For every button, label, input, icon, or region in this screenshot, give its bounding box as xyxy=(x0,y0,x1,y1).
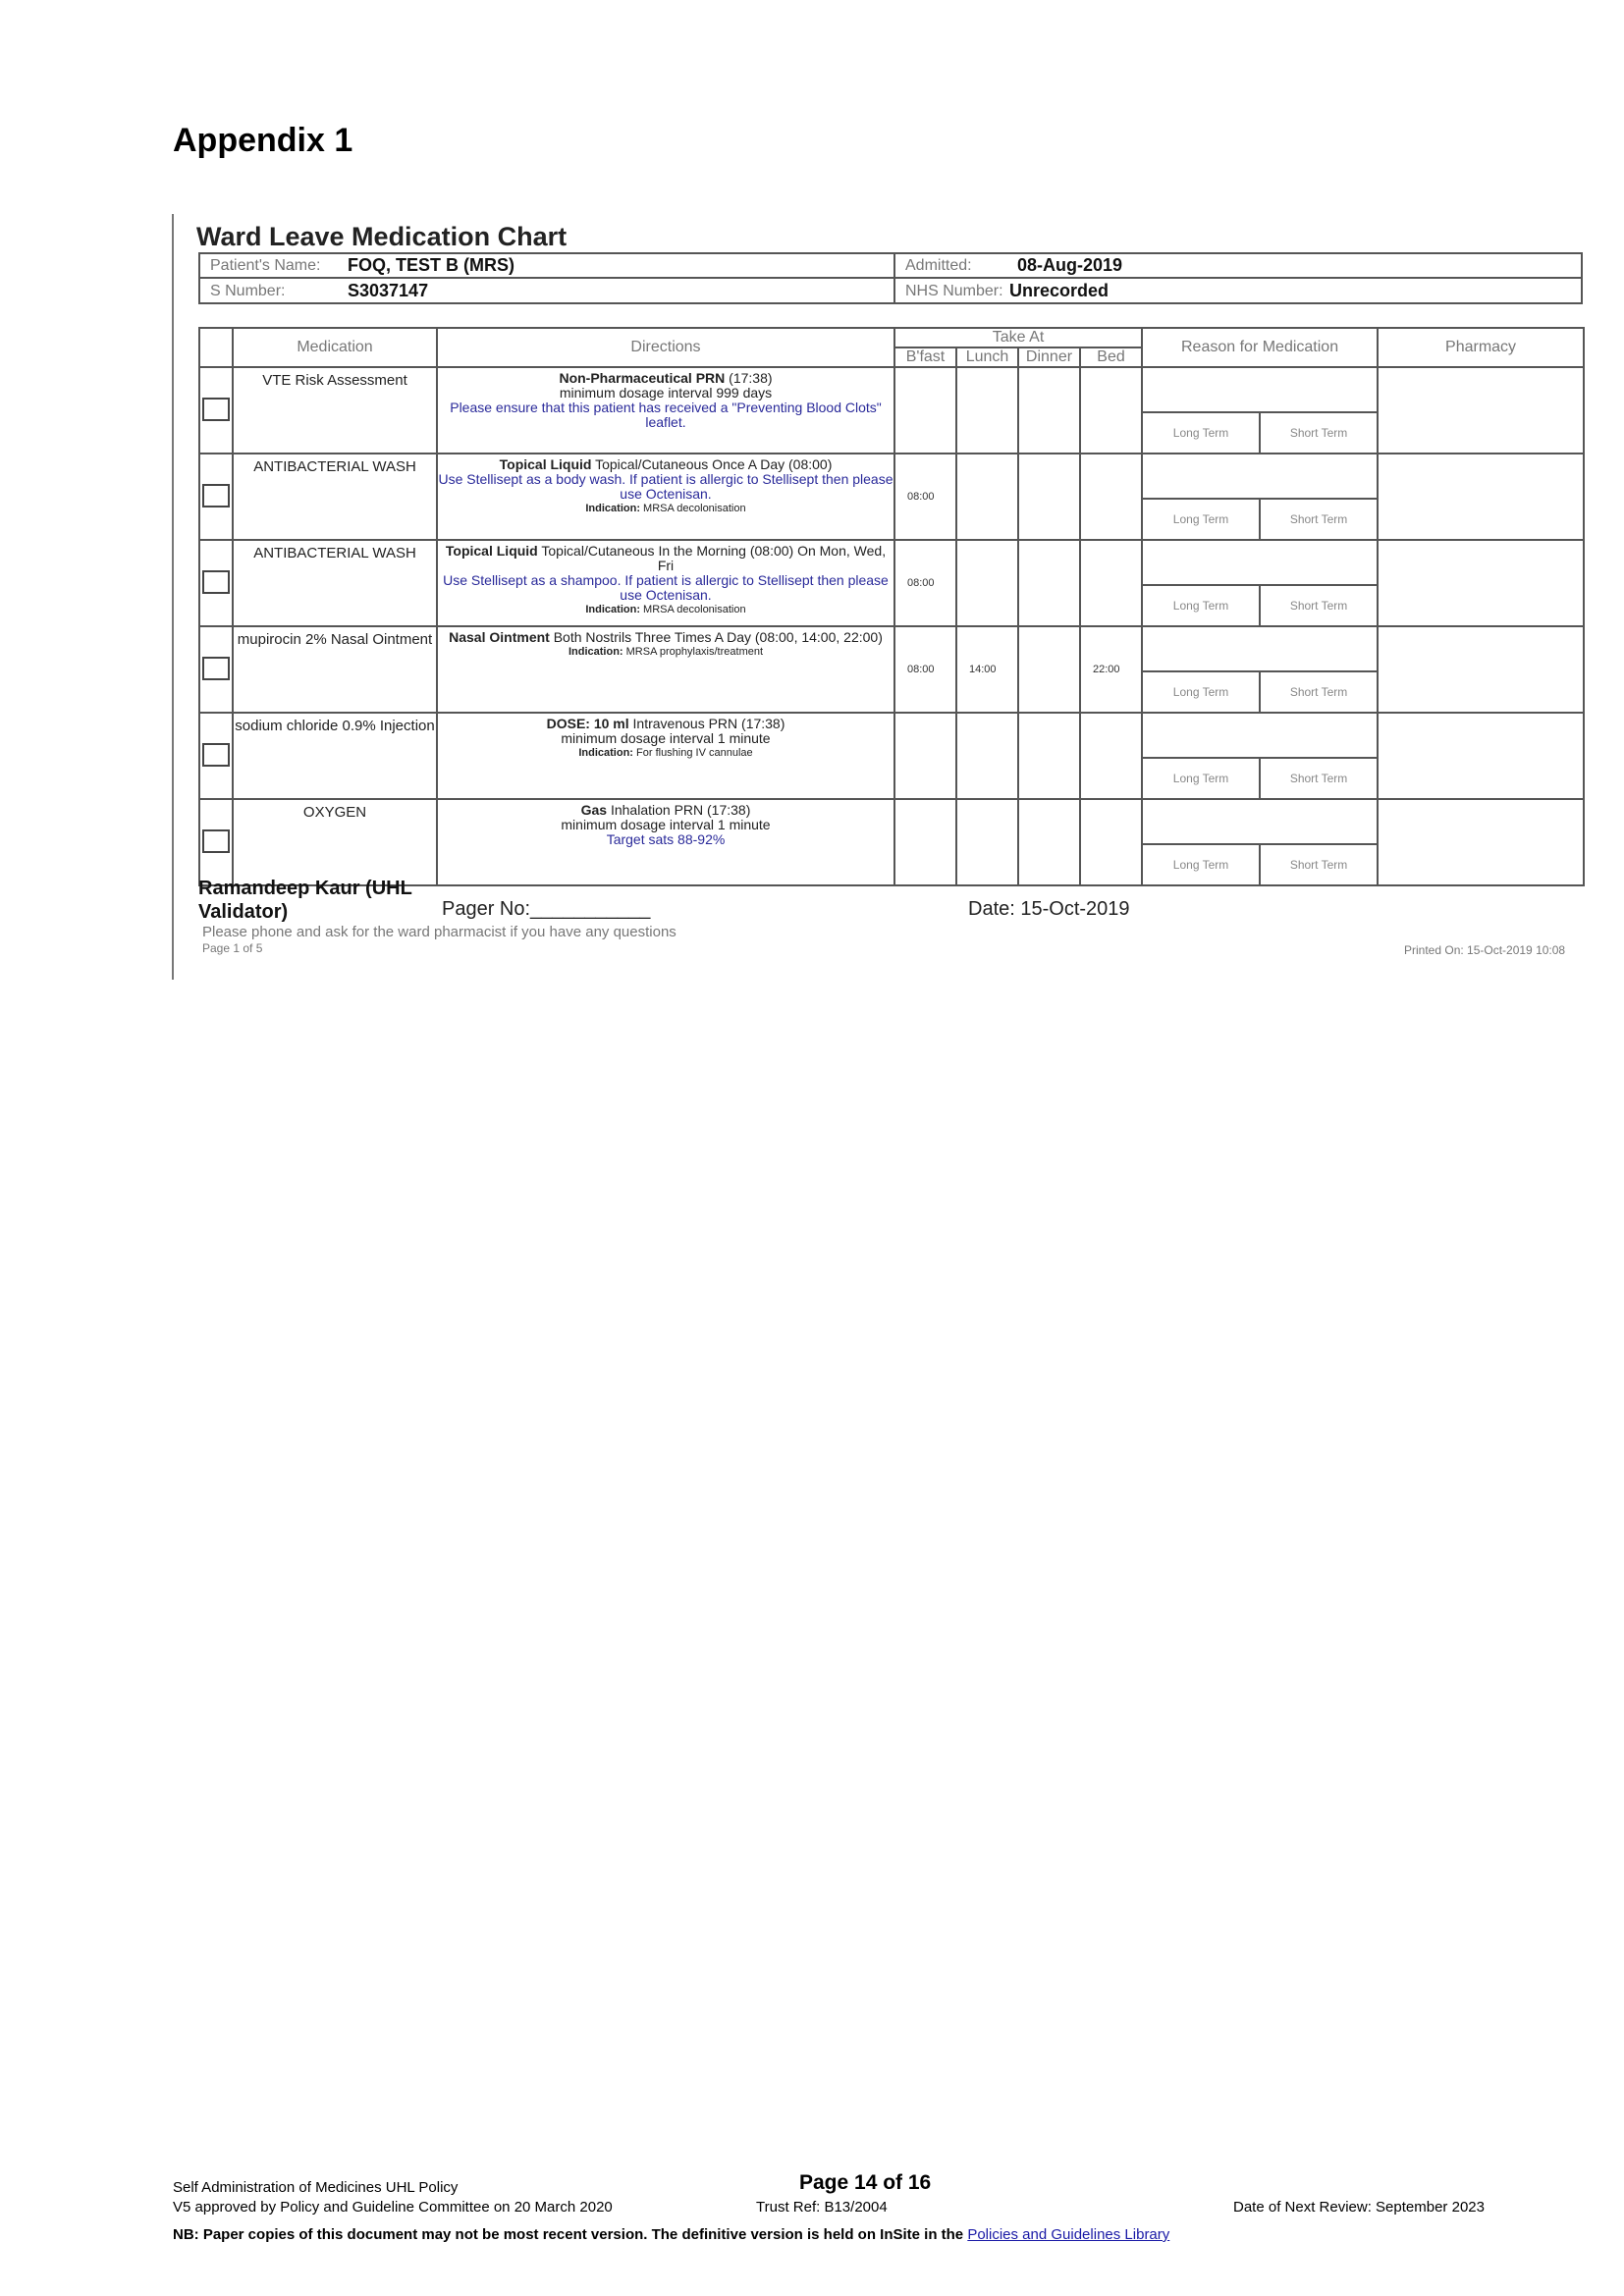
admitted-label: Admitted: xyxy=(905,257,972,274)
nhs-number-label: NHS Number: xyxy=(905,283,1003,299)
directions-bold: Topical Liquid xyxy=(445,543,538,559)
bfast-time xyxy=(894,799,956,885)
medication-table xyxy=(198,327,1585,886)
lunch-time xyxy=(956,713,1018,799)
table-row xyxy=(199,367,1584,454)
reason-cell xyxy=(1142,713,1378,799)
medication-checkbox[interactable] xyxy=(202,743,230,767)
indication-label: Indication: xyxy=(585,604,640,615)
medication-checkbox[interactable] xyxy=(202,829,230,853)
admitted-date: 08-Aug-2019 xyxy=(1017,255,1123,275)
lunch-header: Lunch xyxy=(956,347,1018,367)
dinner-time xyxy=(1018,454,1080,540)
medication-checkbox[interactable] xyxy=(202,398,230,421)
indication-text: MRSA decolonisation xyxy=(639,604,746,615)
take-at-header: Take At xyxy=(894,328,1142,347)
chart-page-number: Page 1 of 5 xyxy=(202,941,263,955)
lunch-time xyxy=(956,799,1018,885)
long-term-option[interactable]: Long Term xyxy=(1143,759,1261,798)
directions-bold: DOSE: 10 ml xyxy=(546,716,629,731)
reason-header: Reason for Medication xyxy=(1142,328,1378,367)
reason-cell xyxy=(1142,799,1378,885)
appendix-title: Appendix 1 xyxy=(173,122,353,159)
pager-field: Pager No:___________ xyxy=(442,898,651,920)
pharmacy-cell xyxy=(1378,540,1584,626)
short-term-option[interactable]: Short Term xyxy=(1289,599,1348,613)
footer-policy-title: Self Administration of Medicines UHL Policy xyxy=(173,2179,459,2196)
short-term-option[interactable]: Short Term xyxy=(1289,426,1348,440)
directions-note: Use Stellisept as a body wash. If patient is allergic to Stellisept then please use Octenisan. xyxy=(438,471,893,502)
patient-name: FOQ, TEST B (MRS) xyxy=(348,255,514,275)
medication-name: OXYGEN xyxy=(233,799,437,885)
medication-name: ANTIBACTERIAL WASH xyxy=(233,454,437,540)
short-term-option[interactable]: Short Term xyxy=(1289,685,1348,699)
indication-text: For flushing IV cannulae xyxy=(632,747,753,759)
table-row xyxy=(199,626,1584,713)
admitted-box xyxy=(893,252,1583,279)
s-number-label: S Number: xyxy=(210,283,286,299)
medication-header: Medication xyxy=(233,328,437,367)
bfast-time: 08:00 xyxy=(894,540,956,626)
directions-text: Both Nostrils Three Times A Day (08:00, 14:00, 22:00) xyxy=(549,629,883,645)
dinner-time xyxy=(1018,626,1080,713)
directions-header: Directions xyxy=(437,328,894,367)
validator-name xyxy=(198,877,412,924)
footer-approval: V5 approved by Policy and Guideline Committee on 20 March 2020 xyxy=(173,2199,613,2216)
pharmacy-cell xyxy=(1378,799,1584,885)
indication-label: Indication: xyxy=(578,747,633,759)
reason-cell xyxy=(1142,367,1378,454)
reason-cell xyxy=(1142,626,1378,713)
bed-time xyxy=(1080,540,1142,626)
policies-library-link[interactable]: Policies and Guidelines Library xyxy=(967,2226,1170,2243)
directions-text: Inhalation PRN (17:38) xyxy=(607,802,751,818)
printed-on: Printed On: 15-Oct-2019 10:08 xyxy=(1404,943,1566,957)
bed-time xyxy=(1080,713,1142,799)
footer-disclaimer-text: NB: Paper copies of this document may not be most recent version. The definitive version is held on InSite in the xyxy=(173,2226,968,2243)
directions-bold: Nasal Ointment xyxy=(449,629,550,645)
directions-interval: minimum dosage interval 1 minute xyxy=(561,817,771,832)
margin-rule xyxy=(172,214,174,980)
long-term-option[interactable]: Long Term xyxy=(1143,845,1261,884)
s-number-box xyxy=(198,277,895,304)
bed-time xyxy=(1080,799,1142,885)
table-row xyxy=(199,540,1584,626)
directions-cell xyxy=(437,454,894,540)
bed-time: 22:00 xyxy=(1080,626,1142,713)
long-term-option[interactable]: Long Term xyxy=(1143,413,1261,453)
chart-title: Ward Leave Medication Chart xyxy=(196,222,568,251)
checkbox-column-header xyxy=(199,328,233,367)
directions-bold: Gas xyxy=(580,802,608,818)
table-row xyxy=(199,799,1584,885)
medication-checkbox[interactable] xyxy=(202,484,230,507)
directions-note: Use Stellisept as a shampoo. If patient is allergic to Stellisept then please use Octenisan. xyxy=(443,572,889,603)
bfast-header: B'fast xyxy=(894,347,956,367)
pharmacy-cell xyxy=(1378,367,1584,454)
directions-bold: Topical Liquid xyxy=(499,456,592,472)
nhs-number-box xyxy=(893,277,1583,304)
short-term-option[interactable]: Short Term xyxy=(1289,772,1348,785)
reason-cell xyxy=(1142,540,1378,626)
directions-cell xyxy=(437,626,894,713)
footer-disclaimer xyxy=(173,2226,1169,2243)
table-row xyxy=(199,713,1584,799)
lunch-time: 14:00 xyxy=(956,626,1018,713)
pharmacy-cell xyxy=(1378,454,1584,540)
medication-name: mupirocin 2% Nasal Ointment xyxy=(233,626,437,713)
medication-name: ANTIBACTERIAL WASH xyxy=(233,540,437,626)
indication-label: Indication: xyxy=(568,646,623,658)
lunch-time xyxy=(956,540,1018,626)
validator-name-line1: Ramandeep Kaur (UHL xyxy=(198,878,412,899)
bfast-time: 08:00 xyxy=(894,626,956,713)
lunch-time xyxy=(956,454,1018,540)
pharmacy-header: Pharmacy xyxy=(1378,328,1584,367)
pharmacist-note: Please phone and ask for the ward pharmacist if you have any questions xyxy=(202,924,677,940)
directions-cell xyxy=(437,713,894,799)
long-term-option[interactable]: Long Term xyxy=(1143,586,1261,625)
table-row xyxy=(199,454,1584,540)
long-term-option[interactable]: Long Term xyxy=(1143,500,1261,539)
directions-bold: Non-Pharmaceutical PRN xyxy=(559,370,726,386)
directions-interval: minimum dosage interval 1 minute xyxy=(561,730,771,746)
directions-cell xyxy=(437,799,894,885)
chart-date: Date: 15-Oct-2019 xyxy=(968,898,1130,920)
patient-name-box xyxy=(198,252,895,279)
medication-name: sodium chloride 0.9% Injection xyxy=(233,713,437,799)
dinner-time xyxy=(1018,540,1080,626)
indication-label: Indication: xyxy=(585,503,640,514)
directions-text: Intravenous PRN (17:38) xyxy=(628,716,785,731)
dinner-time xyxy=(1018,713,1080,799)
footer-review-date: Date of Next Review: September 2023 xyxy=(1233,2199,1485,2216)
short-term-option[interactable]: Short Term xyxy=(1289,512,1348,526)
bfast-time: 08:00 xyxy=(894,454,956,540)
nhs-number: Unrecorded xyxy=(1009,281,1110,300)
directions-note: Target sats 88-92% xyxy=(606,831,726,847)
indication-text: MRSA prophylaxis/treatment xyxy=(623,646,764,658)
long-term-option[interactable]: Long Term xyxy=(1143,672,1261,712)
bed-header: Bed xyxy=(1080,347,1142,367)
bed-time xyxy=(1080,454,1142,540)
dinner-header: Dinner xyxy=(1018,347,1080,367)
directions-text: Topical/Cutaneous Once A Day (08:00) xyxy=(591,456,833,472)
medication-checkbox[interactable] xyxy=(202,570,230,594)
footer-trust-ref: Trust Ref: B13/2004 xyxy=(756,2199,888,2216)
directions-note: Please ensure that this patient has received a "Preventing Blood Clots" leaflet. xyxy=(450,400,882,430)
bfast-time xyxy=(894,367,956,454)
pharmacy-cell xyxy=(1378,713,1584,799)
s-number: S3037147 xyxy=(348,281,429,300)
medication-checkbox[interactable] xyxy=(202,657,230,680)
reason-cell xyxy=(1142,454,1378,540)
directions-cell xyxy=(437,540,894,626)
bed-time xyxy=(1080,367,1142,454)
directions-text: Topical/Cutaneous In the Morning (08:00) On Mon, Wed, Fri xyxy=(537,543,887,573)
indication-text: MRSA decolonisation xyxy=(639,503,746,514)
medication-name: VTE Risk Assessment xyxy=(233,367,437,454)
validator-name-line2: Validator) xyxy=(198,901,289,923)
directions-interval: minimum dosage interval 999 days xyxy=(559,385,773,400)
directions-cell xyxy=(437,367,894,454)
pharmacy-cell xyxy=(1378,626,1584,713)
dinner-time xyxy=(1018,799,1080,885)
lunch-time xyxy=(956,367,1018,454)
dinner-time xyxy=(1018,367,1080,454)
short-term-option[interactable]: Short Term xyxy=(1289,858,1348,872)
footer-page-number: Page 14 of 16 xyxy=(799,2171,932,2194)
patient-name-label: Patient's Name: xyxy=(210,257,321,274)
directions-text: (17:38) xyxy=(725,370,773,386)
bfast-time xyxy=(894,713,956,799)
